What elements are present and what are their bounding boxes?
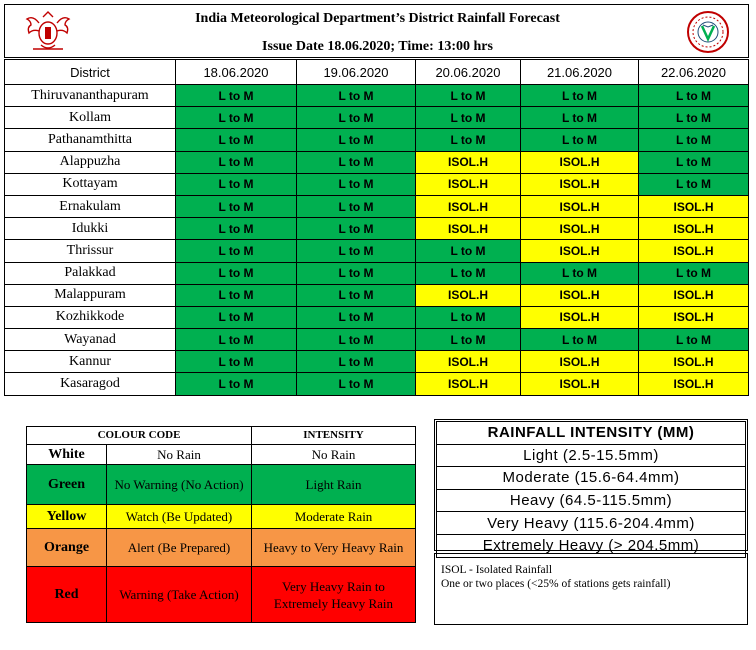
forecast-cell: L to M — [639, 151, 749, 173]
issue-time: ; Time: 13:00 hrs — [390, 39, 493, 54]
forecast-cell: ISOL.H — [416, 373, 521, 395]
rainfall-intensity-table — [436, 421, 746, 558]
table-row — [5, 262, 749, 284]
forecast-cell: L to M — [297, 107, 416, 129]
note-line: One or two places (<25% of stations gets rainfall) — [441, 578, 671, 590]
forecast-cell: ISOL.H — [521, 195, 639, 217]
forecast-cell: L to M — [521, 262, 639, 284]
forecast-cell: ISOL.H — [639, 218, 749, 240]
forecast-cell: L to M — [176, 151, 297, 173]
forecast-cell: ISOL.H — [639, 373, 749, 395]
district-name: Alappuzha — [5, 151, 176, 173]
legend-code: Alert (Be Prepared) — [107, 529, 252, 567]
forecast-cell: L to M — [416, 85, 521, 107]
table-row — [5, 306, 749, 328]
legend-intensity: No Rain — [252, 445, 416, 465]
district-name: Thrissur — [5, 240, 176, 262]
legend-intensity: Light Rain — [252, 465, 416, 505]
legend-header-row — [27, 427, 416, 445]
district-forecast-table — [4, 59, 749, 396]
table-row — [5, 173, 749, 195]
forecast-cell: L to M — [176, 85, 297, 107]
table-row — [5, 218, 749, 240]
forecast-cell: ISOL.H — [639, 351, 749, 373]
forecast-cell: L to M — [297, 329, 416, 351]
issue-date-line — [5, 39, 750, 55]
legend-header-code: COLOUR CODE — [27, 427, 252, 445]
table-row — [5, 373, 749, 395]
forecast-cell: L to M — [639, 107, 749, 129]
forecast-cell: ISOL.H — [521, 173, 639, 195]
forecast-cell: L to M — [176, 284, 297, 306]
legend-color: White — [27, 445, 107, 465]
legend-color: Orange — [27, 529, 107, 567]
legend-row — [27, 567, 416, 623]
district-name: Thiruvananthapuram — [5, 85, 176, 107]
forecast-cell: ISOL.H — [521, 218, 639, 240]
forecast-cell: L to M — [639, 85, 749, 107]
forecast-cell: ISOL.H — [521, 284, 639, 306]
table-row — [5, 85, 749, 107]
table-row — [5, 195, 749, 217]
forecast-cell: L to M — [297, 284, 416, 306]
forecast-cell: L to M — [297, 85, 416, 107]
legend-intensity: Very Heavy Rain to Extremely Heavy Rain — [252, 567, 416, 623]
forecast-cell: ISOL.H — [639, 306, 749, 328]
forecast-cell: L to M — [176, 173, 297, 195]
forecast-cell: ISOL.H — [639, 195, 749, 217]
forecast-cell: L to M — [176, 329, 297, 351]
forecast-cell: ISOL.H — [416, 173, 521, 195]
district-name: Kozhikkode — [5, 306, 176, 328]
forecast-cell: L to M — [176, 240, 297, 262]
table-row — [5, 151, 749, 173]
intensity-row: Heavy (64.5-115.5mm) — [437, 489, 746, 512]
forecast-cell: ISOL.H — [639, 240, 749, 262]
forecast-cell: L to M — [176, 218, 297, 240]
district-name: Malappuram — [5, 284, 176, 306]
issue-date-value: 18.06.2020 — [327, 39, 391, 54]
legend-code: Warning (Take Action) — [107, 567, 252, 623]
forecast-cell: L to M — [521, 329, 639, 351]
forecast-cell: L to M — [297, 195, 416, 217]
legend-intensity: Moderate Rain — [252, 505, 416, 529]
intensity-title: RAINFALL INTENSITY (MM) — [437, 422, 746, 445]
column-header-date: 22.06.2020 — [639, 60, 749, 85]
forecast-cell: ISOL.H — [416, 195, 521, 217]
district-name: Pathanamthitta — [5, 129, 176, 151]
forecast-cell: ISOL.H — [521, 240, 639, 262]
intensity-row: Very Heavy (115.6-204.4mm) — [437, 512, 746, 535]
legend-row — [27, 465, 416, 505]
forecast-cell: L to M — [297, 373, 416, 395]
table-row — [5, 129, 749, 151]
forecast-cell: L to M — [521, 85, 639, 107]
legend-intensity: Heavy to Very Heavy Rain — [252, 529, 416, 567]
forecast-cell: L to M — [176, 107, 297, 129]
forecast-cell: L to M — [297, 240, 416, 262]
legend-row — [27, 505, 416, 529]
table-header-row — [5, 60, 749, 85]
forecast-cell: L to M — [639, 129, 749, 151]
column-header-date: 21.06.2020 — [521, 60, 639, 85]
report-header — [4, 4, 749, 58]
legend-code: No Rain — [107, 445, 252, 465]
district-name: Ernakulam — [5, 195, 176, 217]
forecast-cell: L to M — [176, 129, 297, 151]
forecast-cell: L to M — [176, 373, 297, 395]
forecast-cell: L to M — [297, 129, 416, 151]
table-row — [5, 284, 749, 306]
forecast-cell: L to M — [416, 262, 521, 284]
column-header-date: 20.06.2020 — [416, 60, 521, 85]
forecast-cell: ISOL.H — [521, 151, 639, 173]
forecast-cell: L to M — [416, 129, 521, 151]
table-row — [5, 240, 749, 262]
note-line: ISOL - Isolated Rainfall — [441, 564, 553, 576]
forecast-cell: L to M — [639, 173, 749, 195]
district-name: Kasaragod — [5, 373, 176, 395]
forecast-cell: L to M — [297, 306, 416, 328]
forecast-cell: ISOL.H — [521, 373, 639, 395]
district-name: Wayanad — [5, 329, 176, 351]
legend-row — [27, 529, 416, 567]
column-header-district: District — [5, 60, 176, 85]
table-row — [5, 107, 749, 129]
intensity-row: Extremely Heavy (> 204.5mm) — [437, 534, 746, 557]
forecast-cell: L to M — [416, 240, 521, 262]
legend-color: Yellow — [27, 505, 107, 529]
forecast-cell: ISOL.H — [416, 351, 521, 373]
page-title: India Meteorological Department’s District Rainfall Forecast — [195, 11, 560, 26]
district-name: Palakkad — [5, 262, 176, 284]
district-name: Idukki — [5, 218, 176, 240]
imd-logo-icon — [683, 9, 733, 55]
forecast-cell: L to M — [521, 107, 639, 129]
district-name: Kottayam — [5, 173, 176, 195]
column-header-date: 19.06.2020 — [297, 60, 416, 85]
forecast-cell: L to M — [176, 195, 297, 217]
legend-color: Green — [27, 465, 107, 505]
forecast-cell: L to M — [297, 151, 416, 173]
forecast-cell: L to M — [416, 329, 521, 351]
forecast-cell: ISOL.H — [639, 284, 749, 306]
forecast-cell: L to M — [639, 262, 749, 284]
intensity-row: Light (2.5-15.5mm) — [437, 444, 746, 467]
legend-code: Watch (Be Updated) — [107, 505, 252, 529]
forecast-cell: L to M — [416, 107, 521, 129]
district-name: Kollam — [5, 107, 176, 129]
legend-header-intensity: INTENSITY — [252, 427, 416, 445]
legend-code: No Warning (No Action) — [107, 465, 252, 505]
column-header-date: 18.06.2020 — [176, 60, 297, 85]
district-name: Kannur — [5, 351, 176, 373]
forecast-cell: ISOL.H — [416, 151, 521, 173]
forecast-cell: L to M — [521, 129, 639, 151]
forecast-cell: L to M — [416, 306, 521, 328]
forecast-cell: L to M — [176, 351, 297, 373]
forecast-cell: L to M — [639, 329, 749, 351]
forecast-cell: L to M — [176, 262, 297, 284]
table-row — [5, 351, 749, 373]
table-row — [5, 329, 749, 351]
forecast-cell: ISOL.H — [521, 306, 639, 328]
forecast-cell: L to M — [176, 306, 297, 328]
forecast-cell: ISOL.H — [416, 284, 521, 306]
colour-code-legend — [26, 426, 416, 623]
legend-color: Red — [27, 567, 107, 623]
forecast-cell: L to M — [297, 173, 416, 195]
legend-row — [27, 445, 416, 465]
forecast-cell: L to M — [297, 351, 416, 373]
forecast-cell: L to M — [297, 262, 416, 284]
forecast-cell: L to M — [297, 218, 416, 240]
forecast-cell: ISOL.H — [521, 351, 639, 373]
issue-date-label: Issue Date — [262, 39, 324, 54]
intensity-row: Moderate (15.6-64.4mm) — [437, 467, 746, 490]
isol-note — [434, 553, 748, 625]
forecast-cell: ISOL.H — [416, 218, 521, 240]
